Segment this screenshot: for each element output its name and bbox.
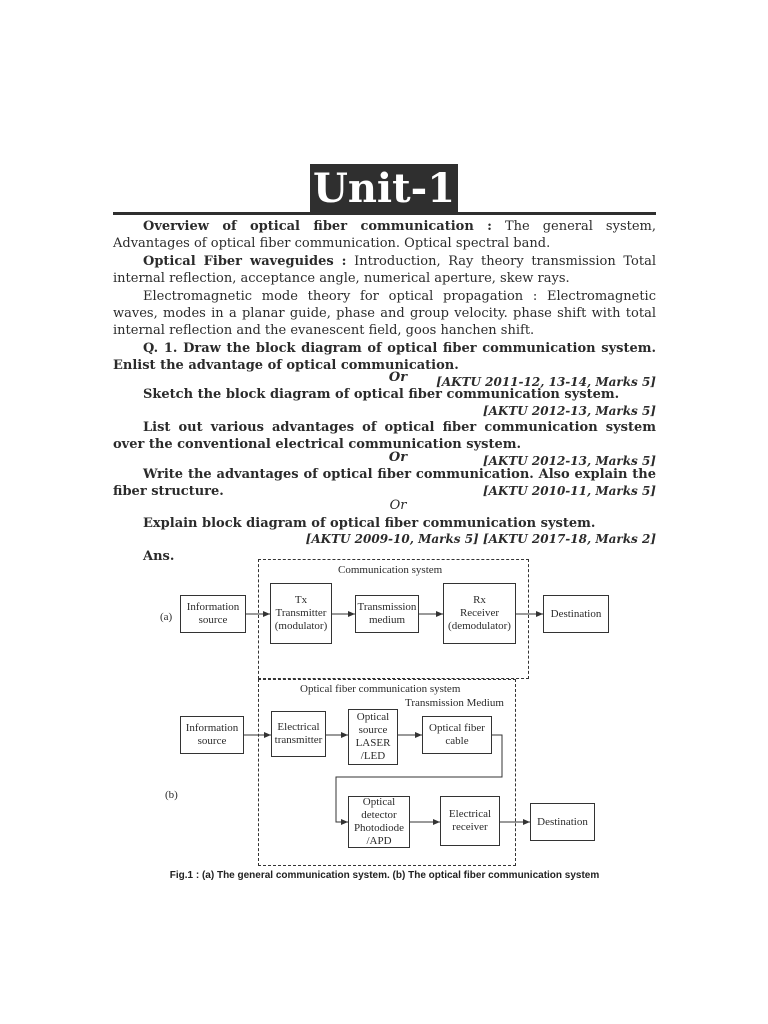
question-5: Explain block diagram of optical fiber communication system.	[143, 516, 596, 531]
info-source-box-b: Information source	[180, 716, 244, 754]
or-separator-2: Or	[388, 450, 408, 465]
destination-box-a: Destination	[543, 595, 609, 633]
optical-fiber-system-label: Optical fiber communication system	[300, 683, 461, 695]
electrical-transmitter-box: Electrical transmitter	[271, 711, 326, 757]
syllabus-paragraph-em-theory: Electromagnetic mode theory for optical propagation : Electromagnetic waves, modes in a planar guide, phase and group velocity. phase shift with total internal reflection and the evanescent field, goos hanchen shift.	[113, 289, 656, 338]
arrow-b-cable-to-detector	[336, 735, 502, 822]
question-4-citation: [AKTU 2010-11, Marks 5]	[482, 484, 656, 498]
syllabus-heading-waveguides: Optical Fiber waveguides :	[143, 254, 347, 269]
diagram-a-marker: (a)	[160, 611, 173, 623]
transmitter-box: Tx Transmitter (modulator)	[270, 583, 332, 644]
or-separator-1: Or	[388, 370, 408, 385]
syllabus-heading-overview: Overview of optical fiber communication :	[143, 219, 492, 234]
syllabus-text-waveguides: Introduction, Ray theory transmission Total internal reflection, acceptance angle, numerical aperture, skew rays.	[113, 254, 656, 286]
optical-source-box: Optical source LASER /LED	[348, 709, 398, 765]
figure-caption: Fig.1 : (a) The general communication system. (b) The optical fiber communication system	[169, 870, 600, 881]
question-3-text: List out various advantages of optical fiber communication system over the conventional electrical communication system.	[113, 420, 656, 452]
communication-system-label: Communication system	[338, 564, 443, 576]
destination-box-b: Destination	[530, 803, 595, 841]
optical-fiber-cable-box: Optical fiber cable	[422, 716, 492, 754]
syllabus-text-overview: The general system, Advantages of optical fiber communication. Optical spectral band.	[113, 219, 656, 251]
question-2: Sketch the block diagram of optical fiber communication system.	[143, 387, 620, 402]
or-separator-3: Or	[389, 498, 407, 513]
electrical-receiver-box: Electrical receiver	[440, 796, 500, 846]
diagram-b-marker: (b)	[165, 789, 178, 801]
transmission-medium-label: Transmission Medium	[405, 697, 504, 709]
question-1-text: Q. 1. Draw the block diagram of optical fiber communication system. Enlist the advantage of optical communication.	[113, 341, 656, 373]
question-3-citation: [AKTU 2012-13, Marks 5]	[482, 454, 656, 468]
unit-title: Unit-1	[310, 164, 458, 214]
answer-label: Ans.	[143, 549, 175, 564]
receiver-box: Rx Receiver (demodulator)	[443, 583, 516, 644]
question-5-citation: [AKTU 2009-10, Marks 5] [AKTU 2017-18, Marks 2]	[305, 532, 656, 546]
question-1-citation: [AKTU 2011-12, 13-14, Marks 5]	[436, 375, 656, 389]
transmission-medium-box: Transmission medium	[355, 595, 419, 633]
question-2-citation: [AKTU 2012-13, Marks 5]	[482, 404, 656, 418]
optical-detector-box: Optical detector Photodiode /APD	[348, 796, 410, 848]
info-source-box-a: Information source	[180, 595, 246, 633]
question-4-text: Write the advantages of optical fiber communication. Also explain the fiber structure.	[113, 467, 656, 499]
